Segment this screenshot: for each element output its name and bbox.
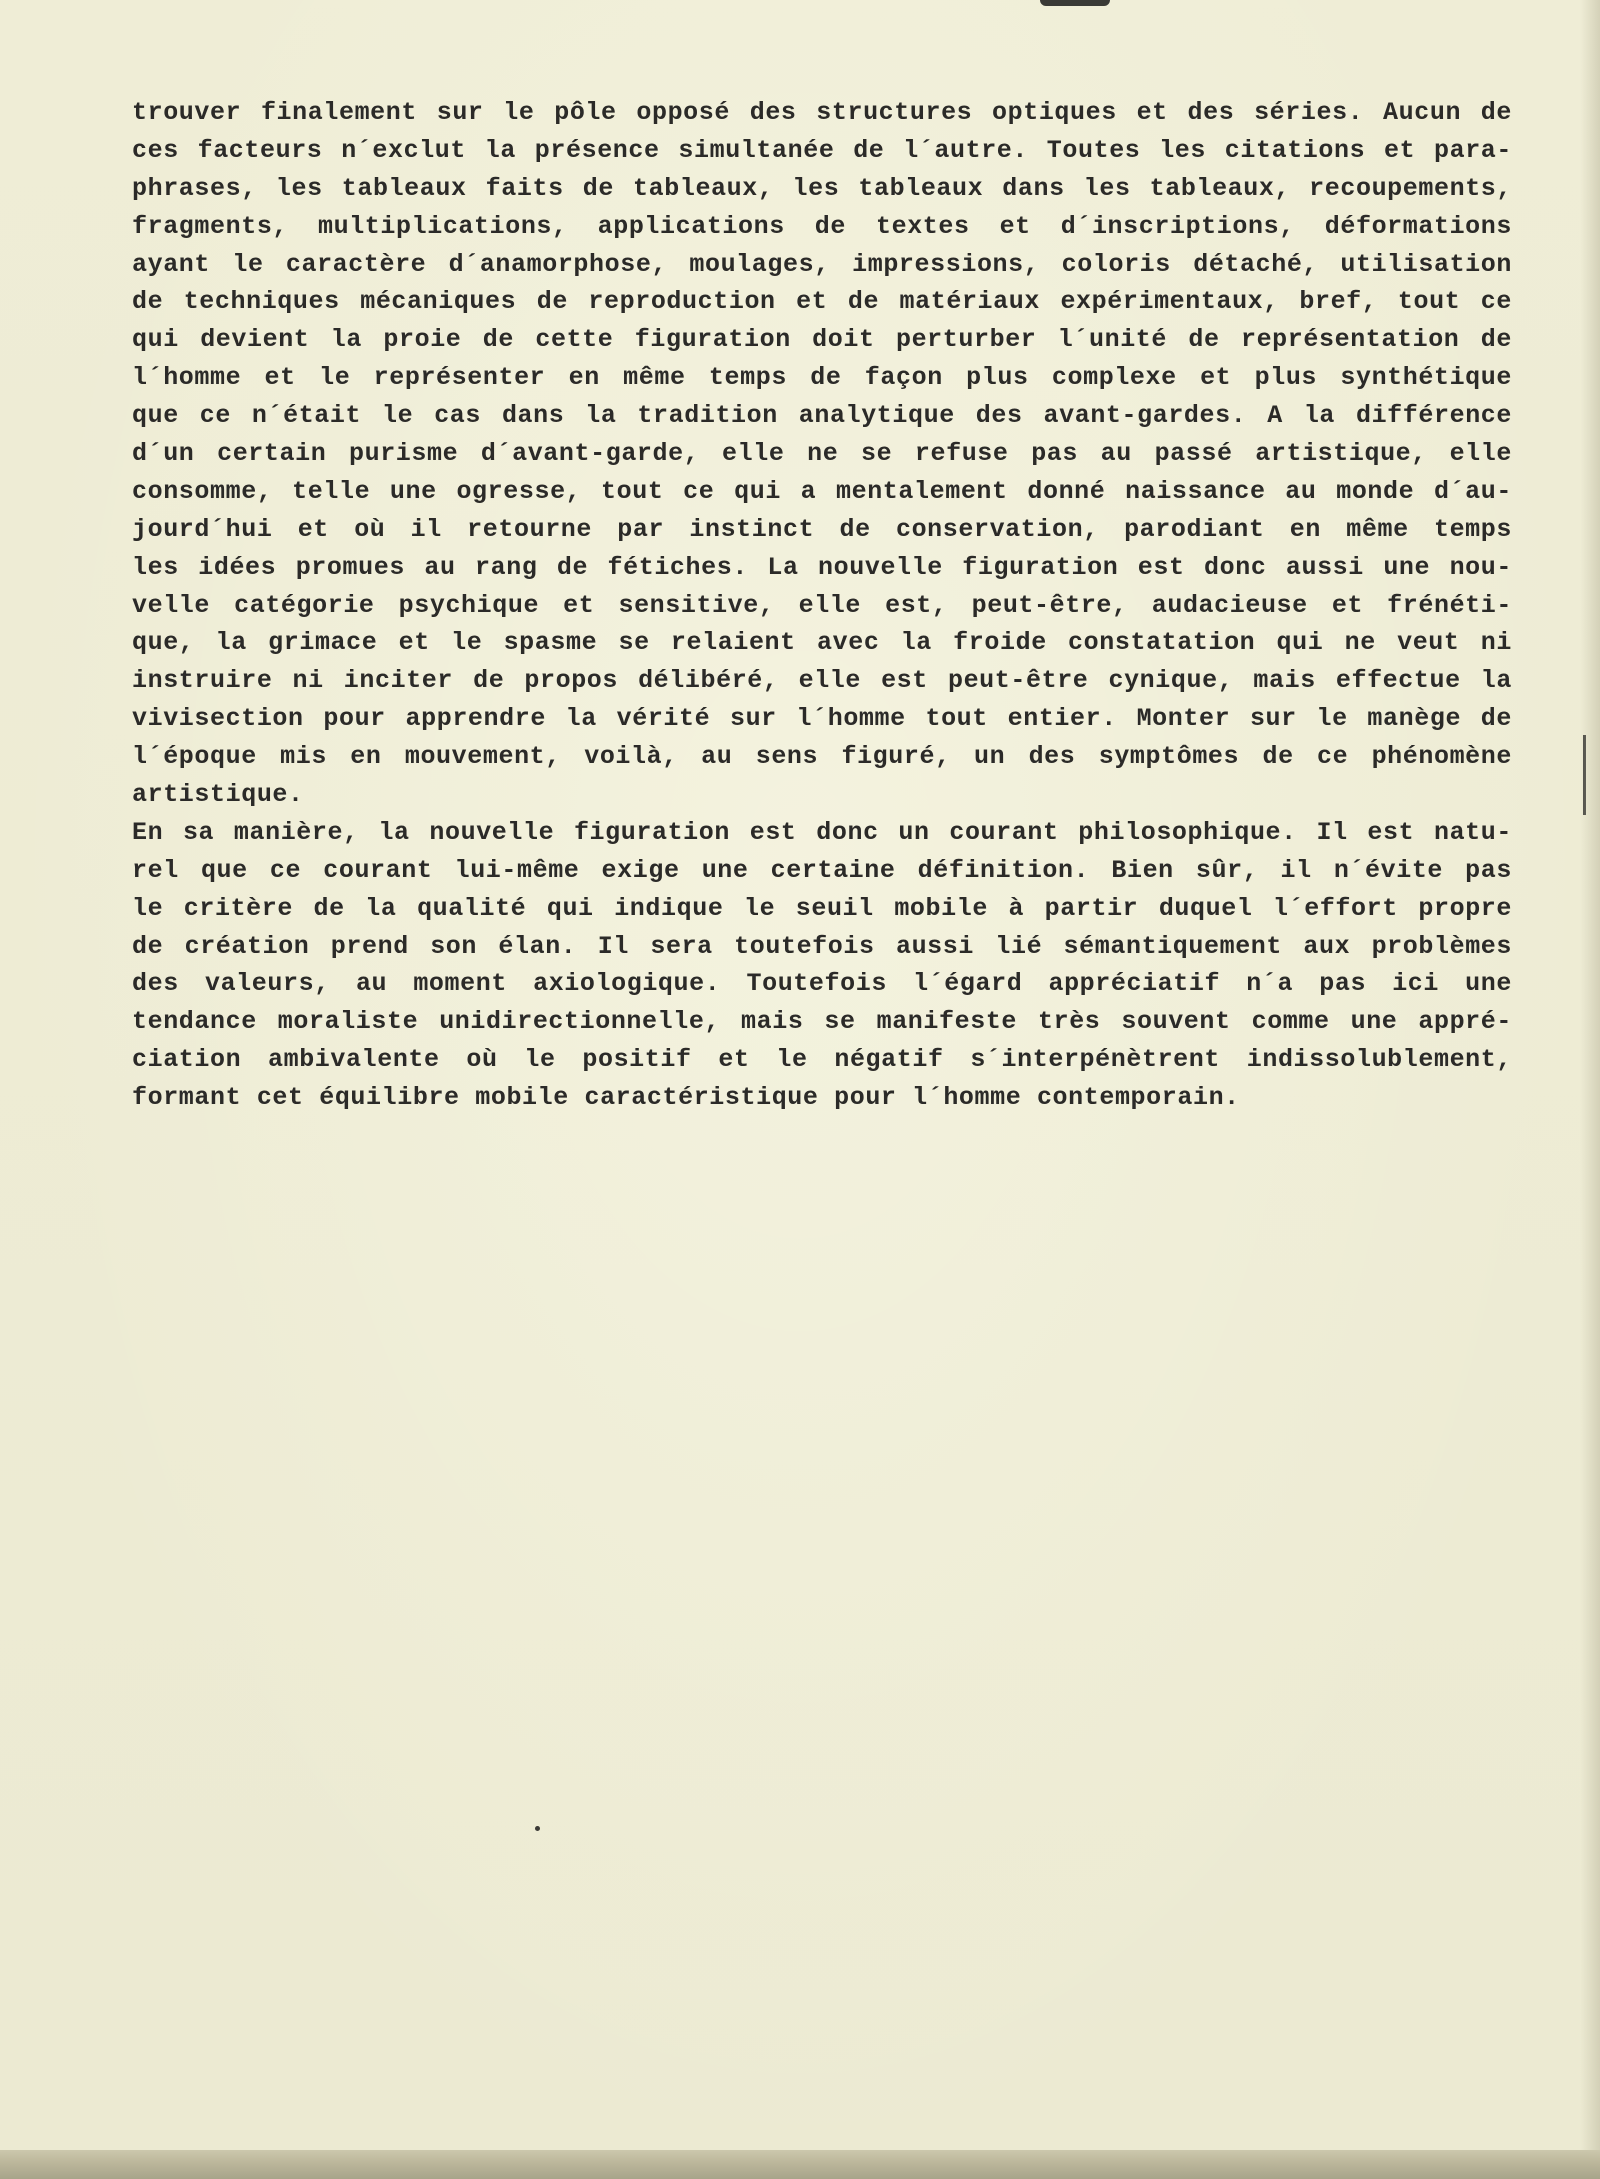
text-line: ciation ambivalente où le positif et le négatif s´interpénètrent indissolublement, [132,1045,1512,1075]
text-line: rel que ce courant lui-même exige une certaine définition. Bien sûr, il n´évite pas [132,855,1512,885]
text-line: ces facteurs n´exclut la présence simultanée de l´autre. Toutes les citations et para- [132,135,1512,165]
text-line: jourd´hui et où il retourne par instinct de conservation, parodiant en même temps [132,514,1512,544]
text-line: En sa manière, la nouvelle figuration est donc un courant philosophique. Il est natu- [132,817,1512,847]
text-line: qui devient la proie de cette figuration doit perturber l´unité de représentation de [132,325,1512,355]
text-line: consomme, telle une ogresse, tout ce qui a mentalement donné naissance au monde d´au- [132,476,1512,506]
text-line: l´époque mis en mouvement, voilà, au sens figuré, un des symptômes de ce phénomène [132,742,1512,772]
text-line: fragments, multiplications, applications de textes et d´inscriptions, déformations [132,211,1512,241]
text-line: d´un certain purisme d´avant-garde, elle ne se refuse pas au passé artistique, elle [132,439,1512,469]
text-line: vivisection pour apprendre la vérité sur l´homme tout entier. Monter sur le manège de [132,704,1512,734]
text-line: que ce n´était le cas dans la tradition analytique des avant-gardes. A la différence [132,401,1512,431]
text-line: que, la grimace et le spasme se relaient avec la froide constatation qui ne veut ni [132,628,1512,658]
text-line: tendance moraliste unidirectionnelle, mais se manifeste très souvent comme une appré- [132,1007,1512,1037]
text-line: velle catégorie psychique et sensitive, elle est, peut-être, audacieuse et frénéti- [132,590,1512,620]
text-line: instruire ni inciter de propos délibéré, elle est peut-être cynique, mais effectue la [132,666,1512,696]
text-line: de création prend son élan. Il sera toutefois aussi lié sémantiquement aux problèmes [132,931,1512,961]
text-line: le critère de la qualité qui indique le seuil mobile à partir duquel l´effort propre [132,893,1512,923]
text-line: artistique. [132,780,304,810]
page-edge-shadow [1580,0,1600,2150]
typed-text-block [132,94,1512,1117]
text-line: les idées promues au rang de fétiches. La nouvelle figuration est donc aussi une nou- [132,552,1512,582]
text-line: ayant le caractère d´anamorphose, moulages, impressions, coloris détaché, utilisation [132,249,1512,279]
text-line: l´homme et le représenter en même temps de façon plus complexe et plus synthétique [132,363,1512,393]
text-line: formant cet équilibre mobile caractéristique pour l´homme contemporain. [132,1083,1240,1113]
ink-speck [535,1826,540,1831]
text-line: phrases, les tableaux faits de tableaux, les tableaux dans les tableaux, recoupements, [132,173,1512,203]
text-line: des valeurs, au moment axiologique. Toutefois l´égard appréciatif n´a pas ici une [132,969,1512,999]
page-bottom-edge [0,2150,1600,2179]
text-line: trouver finalement sur le pôle opposé des structures optiques et des séries. Aucun de [132,98,1512,127]
text-line: de techniques mécaniques de reproduction et de matériaux expérimentaux, bref, tout ce [132,287,1512,317]
